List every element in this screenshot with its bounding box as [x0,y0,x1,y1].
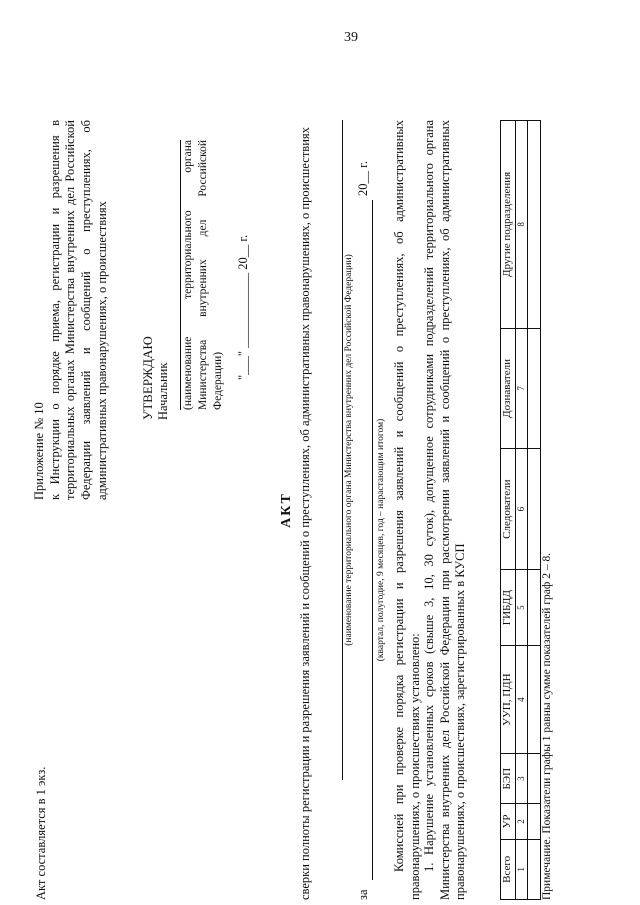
rotated-form-sheet [32,120,600,900]
commission-text: Комиссией при проверке порядка регистрации и разрешения заявлений и сообщений о преступлениях, об административных правонарушениях, о происшествиях установлено: [392,120,422,900]
number-cell: 3 [515,754,527,804]
appendix-title: Приложение № 10 [32,402,46,500]
empty-cell [528,328,541,448]
number-cell: 5 [515,570,527,646]
header-cell: Другие подразделения [501,121,516,329]
empty-cell [528,570,541,646]
chief-name-line [172,140,181,410]
number-cell: 2 [515,804,527,840]
approve-title: УТВЕРЖДАЮ [140,336,155,420]
act-subtitle: сверки полноты регистрации и разрешения заявлений и сообщений о преступлениях, об административных правонарушениях, о происшествиях [298,127,312,900]
header-cell: Дознаватели [501,328,516,448]
appendix-text: к Инструкции о порядке приема, регистрации и разрешения в территориальных органах Министерства внутренних дел Российской Федерации заявлений и сообщений о преступлениях, об административных правонарушениях, о происшествиях [47,120,109,500]
period-line [358,200,373,880]
empty-cell [528,121,541,329]
violations-table [500,120,541,900]
item-1-text: 1. Нарушение установленных сроков (свыше 3, 10, 30 суток), допущенное сотрудниками подразделений территориального органа Министерства внутренних дел Российской Федерации при рассмотрении заявлений и сообщений о преступлениях, об административных правонарушениях, о происшествиях, зарегистрированных в КУСП [422,120,468,900]
period-caption: (квартал, полугодие, 9 месяцев, год – нарастающим итогом) [376,418,386,662]
header-cell: УУП, ПДН [501,646,516,754]
number-cell: 7 [515,328,527,448]
table-note: Примечание. Показатели графы 1 равны сумме показателей граф 2 – 8. [541,552,553,900]
empty-cell [528,754,541,804]
header-cell: Всего [501,839,516,899]
table-empty-row [528,121,541,900]
number-cell: 6 [515,449,527,570]
appendix-block [32,120,110,500]
approve-note: (наименование территориального органа Министерства внутренних дел Российской Федерации) [181,140,224,410]
number-cell: 1 [515,839,527,899]
approval-block [140,140,251,420]
header-cell: БЭП [501,754,516,804]
header-cell: ГИБДД [501,570,516,646]
act-title-text: АКТ [279,492,294,528]
period-prefix: за [356,889,370,900]
copies-note: Акт составляется в 1 экз. [34,766,48,900]
header-cell: Следователи [501,449,516,570]
approve-chief: Начальник [156,362,171,420]
approve-date-line: "___" ____________ 20__ г. [235,234,250,380]
header-cell: УР [501,804,516,840]
act-title [278,120,296,900]
page-number: 39 [344,30,358,45]
violations-table-wrap [500,120,541,900]
number-cell: 8 [515,121,527,329]
org-name-line [332,120,343,780]
empty-cell [528,839,541,899]
number-cell: 4 [515,646,527,754]
empty-cell [528,646,541,754]
table-header-row [501,121,516,900]
empty-cell [528,449,541,570]
empty-cell [528,804,541,840]
period-suffix: 20__ г. [356,161,370,196]
org-caption: (наименование территориального органа Министерства внутренних дел Российской Федерации) [344,254,354,646]
table-number-row [515,121,527,900]
